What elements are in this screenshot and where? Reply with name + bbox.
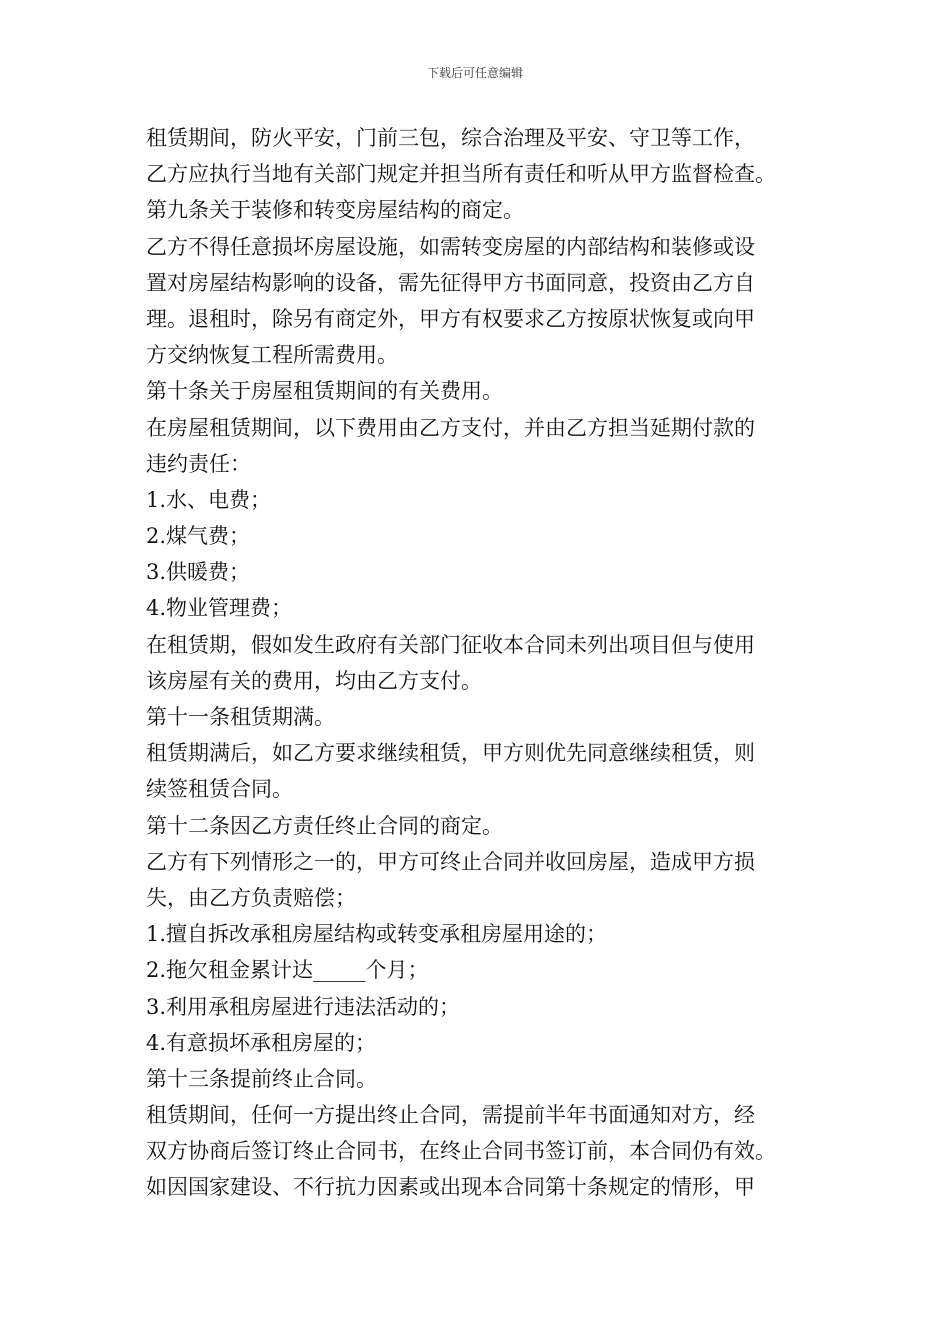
list-item: 1.擅自拆改承租房屋结构或转变承租房屋用途的； [146, 922, 608, 947]
text-line: 该房屋有关的费用，均由乙方支付。 [146, 668, 482, 693]
text-line: 在租赁期，假如发生政府有关部门征收本合同未列出项目但与使用 [146, 632, 755, 657]
list-item: 1.水、电费； [146, 487, 272, 512]
text-line: 租赁期满后，如乙方要求继续租赁，甲方则优先同意继续租赁，则 [146, 741, 755, 766]
text-line: 租赁期间，防火平安，门前三包，综合治理及平安、守卫等工作， [146, 126, 755, 150]
section-heading: 第十条关于房屋租赁期间的有关费用。 [146, 379, 503, 404]
list-item: 4.物业管理费； [146, 596, 293, 621]
page-header: 下载后可任意编辑 [426, 66, 523, 80]
text-line: 方交纳恢复工程所需费用。 [146, 343, 398, 368]
text-line: 在房屋租赁期间，以下费用由乙方支付，并由乙方担当延期付款的 [146, 415, 755, 440]
list-item: 4.有意损坏承租房屋的； [146, 1030, 377, 1055]
text-line: 理。退租时，除另有商定外，甲方有权要求乙方按原状恢复或向甲 [146, 306, 755, 331]
text-line: 租赁期间，任何一方提出终止合同，需提前半年书面通知对方，经 [146, 1103, 755, 1128]
text-line: 违约责任： [146, 451, 251, 476]
text-line: 乙方有下列情形之一的，甲方可终止合同并收回房屋，造成甲方损 [146, 849, 755, 874]
text-line: 置对房屋结构影响的设备，需先征得甲方书面同意，投资由乙方自 [146, 270, 755, 295]
text-line: 失，由乙方负责赔偿； [146, 885, 356, 910]
document-body [146, 120, 816, 1206]
text-line: 乙方不得任意损坏房屋设施，如需转变房屋的内部结构和装修或设 [146, 234, 755, 259]
text-line: 续签租赁合同。 [146, 777, 293, 802]
text-line: 如因国家建设、不行抗力因素或出现本合同第十条规定的情形，甲 [146, 1175, 755, 1200]
list-item: 3.利用承租房屋进行违法活动的； [146, 994, 461, 1019]
section-heading: 第九条关于装修和转变房屋结构的商定。 [146, 198, 524, 223]
text-line: 双方协商后签订终止合同书，在终止合同书签订前，本合同仍有效。 [146, 1139, 776, 1164]
section-heading: 第十一条租赁期满。 [146, 705, 335, 729]
list-item: 2.煤气费； [146, 524, 251, 549]
section-heading: 第十二条因乙方责任终止合同的商定。 [146, 813, 503, 838]
text-line: 乙方应执行当地有关部门规定并担当所有责任和听从甲方监督检查。 [146, 162, 776, 187]
list-item: 2.拖欠租金累计达_____个月； [146, 958, 429, 983]
section-heading: 第十三条提前终止合同。 [146, 1066, 377, 1091]
list-item: 3.供暖费； [146, 560, 251, 585]
